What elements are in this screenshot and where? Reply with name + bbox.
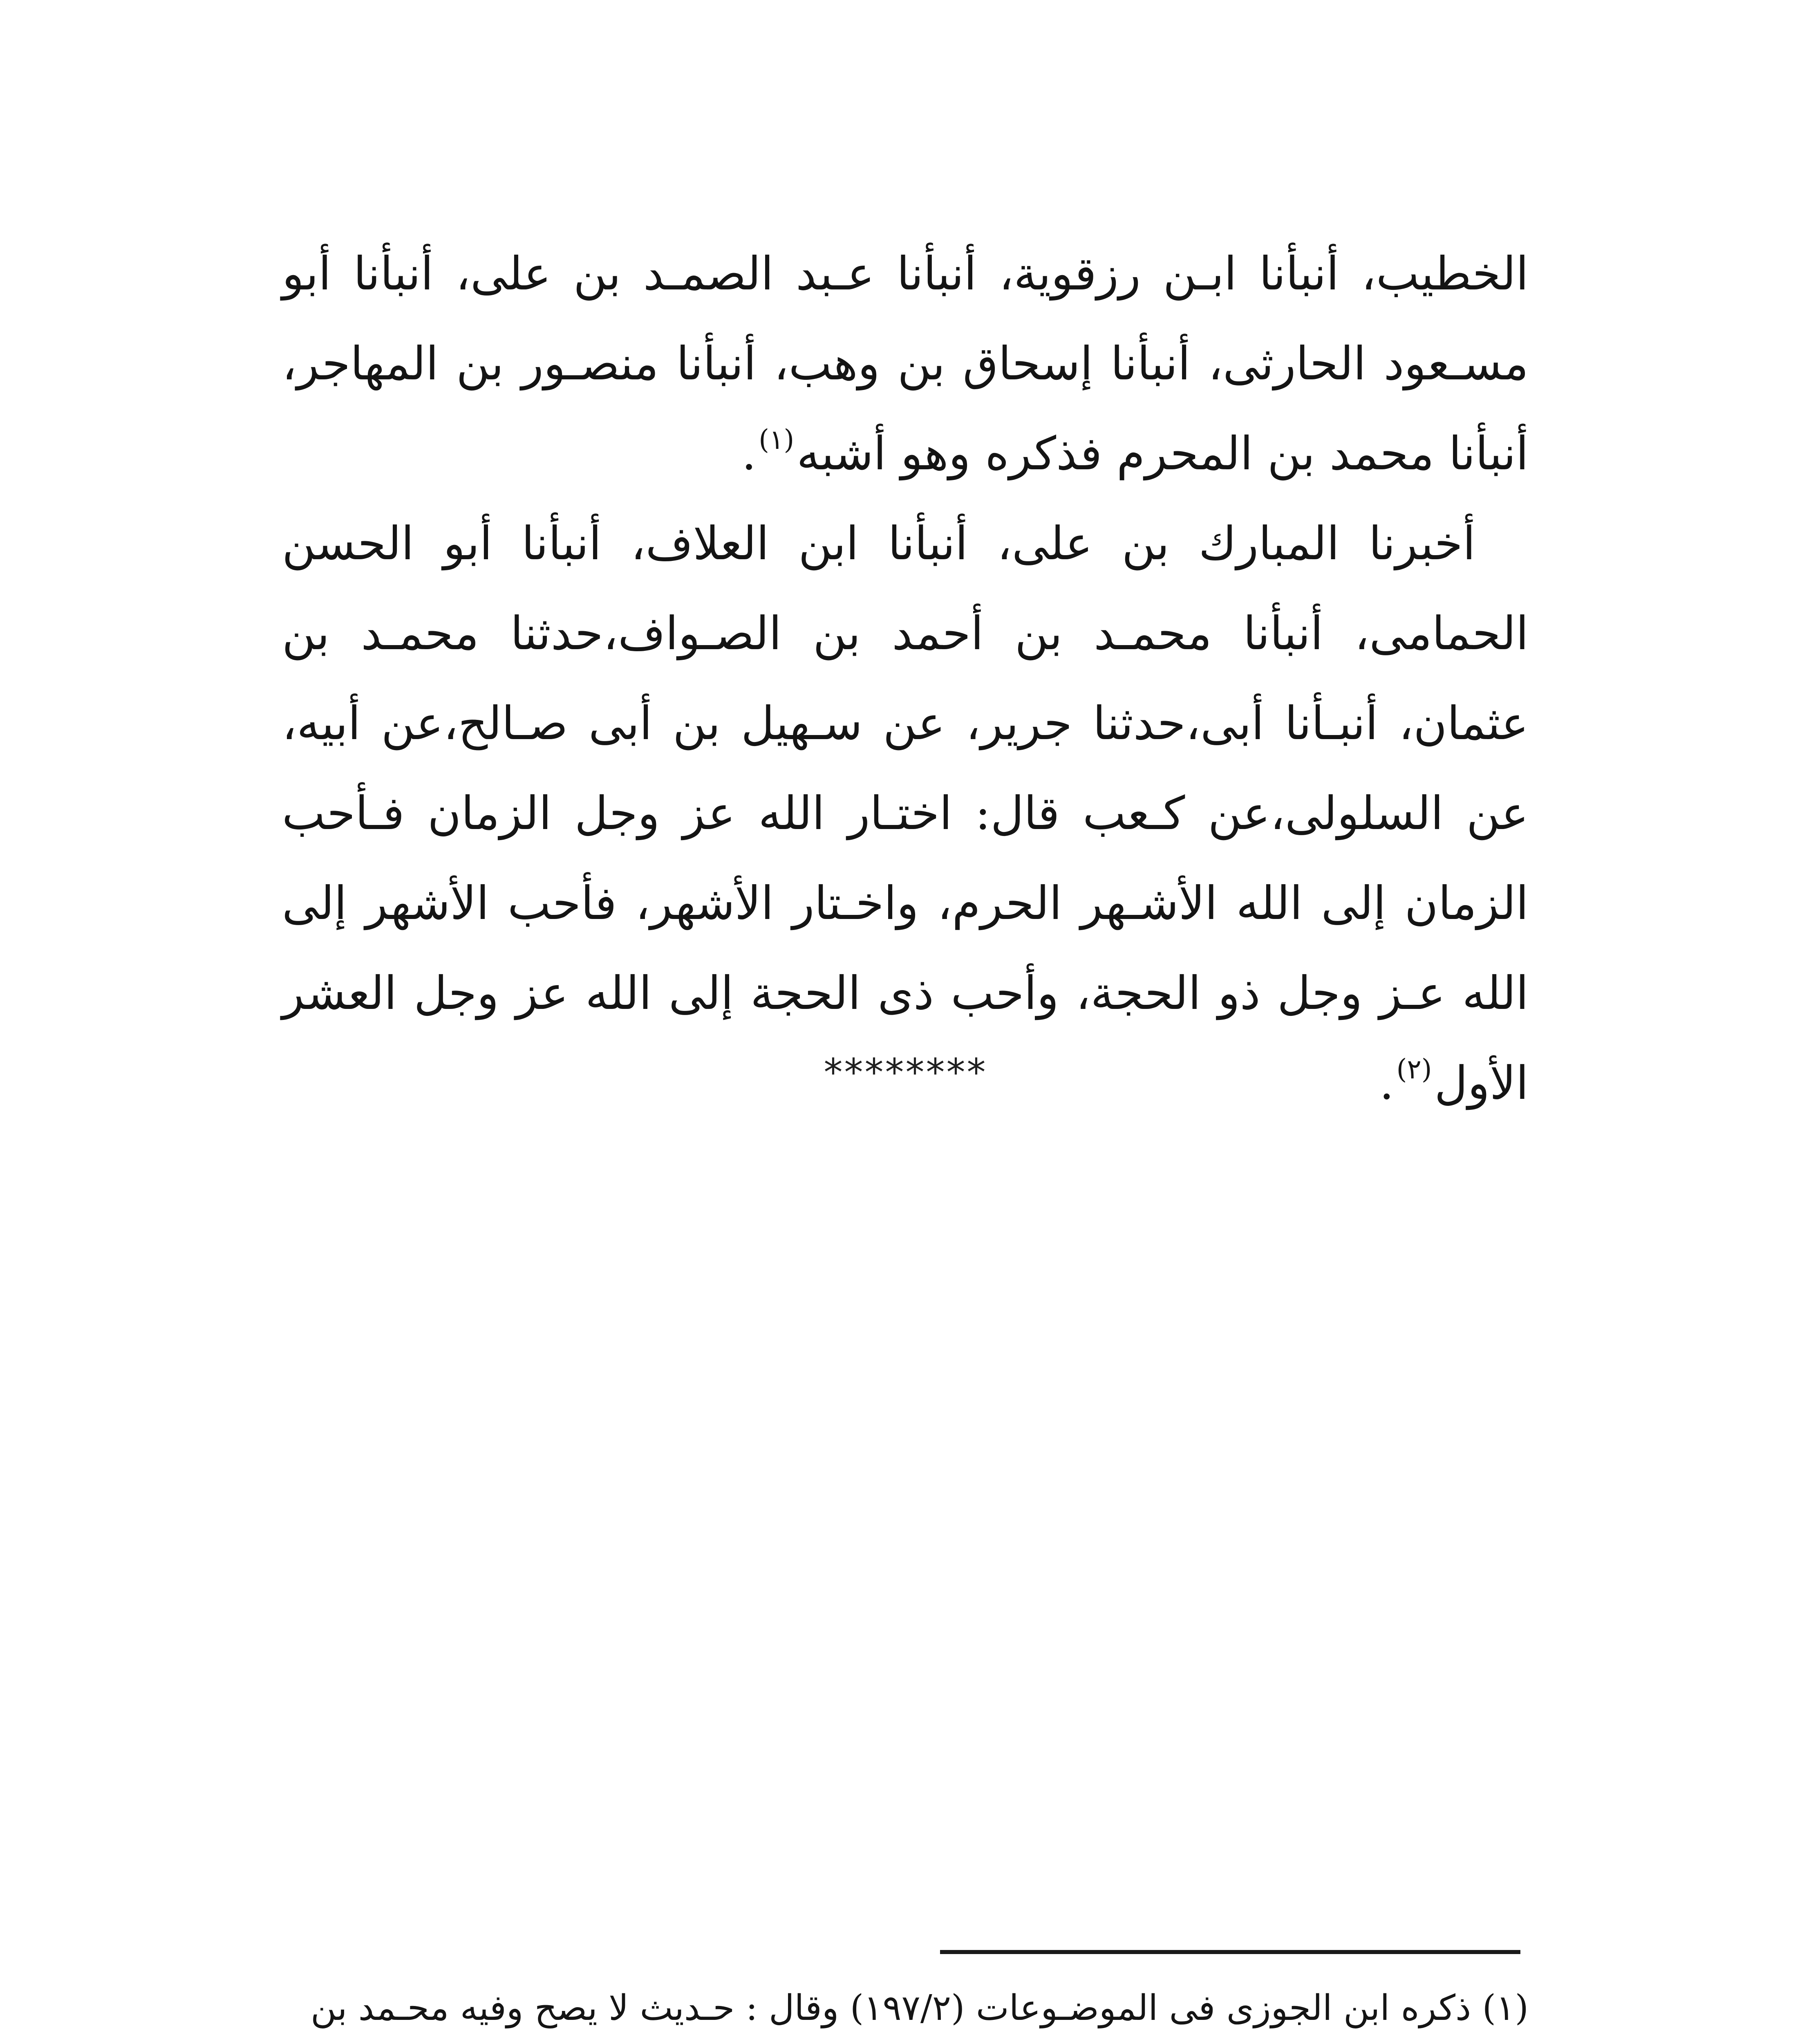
paragraph-1-text: الخطيب، أنبأنا ابـن رزقوية، أنبأنا عـبد الصمـد بن على، أنبأنا أبو مسـعود الحارثى، أنبأنا إسحاق بن وهب، أنبأنا منصـور بن المهاجر، أنبأنا محمد بن المحرم فذكره وهو أشبه: [282, 247, 1529, 480]
footnote-1-line-1: (١) ذكره ابن الجوزى فى الموضـوعات (١٩٧/٢) وقال : حـديث لا يصح وفيه محـمد بن: [311, 1988, 1529, 2028]
footnote-1-line-2: [282, 2042, 1529, 2044]
paragraph-2: [282, 499, 1529, 1128]
footnotes: [282, 1975, 1529, 2044]
footnote-ref-2: (٢): [1396, 1053, 1432, 1085]
paragraph-2-text: أخبرنا المبارك بن على، أنبأنا ابن العلاف، أنبأنا أبو الحسن الحمامى، أنبأنا محمـد بن أحمد بن الصـواف،حدثنا محمـد بن عثمان، أنبـأنا أبى،حدثنا جرير، عن سـهيل بن أبى صـالح،عن أبيه، عن السلولى،عن كـعب قال: اختـار الله عز وجل الزمان فـأحب الزمان إلى الله الأشـهر الحرم، واخـتار الأشهر، فأحب الأشهر إلى الله عـز وجل ذو الحجة، وأحب ذى الحجة إلى الله عز وجل العشر الأول: [282, 517, 1529, 1110]
paragraph-1: [282, 229, 1529, 499]
main-text-body: [282, 229, 1529, 1128]
section-separator: ********: [824, 1051, 987, 1094]
footnote-divider: [940, 1950, 1520, 1954]
paragraph-2-end: .: [1379, 1057, 1394, 1110]
paragraph-1-end: .: [741, 427, 757, 480]
footnote-ref-1: (١): [759, 424, 795, 455]
